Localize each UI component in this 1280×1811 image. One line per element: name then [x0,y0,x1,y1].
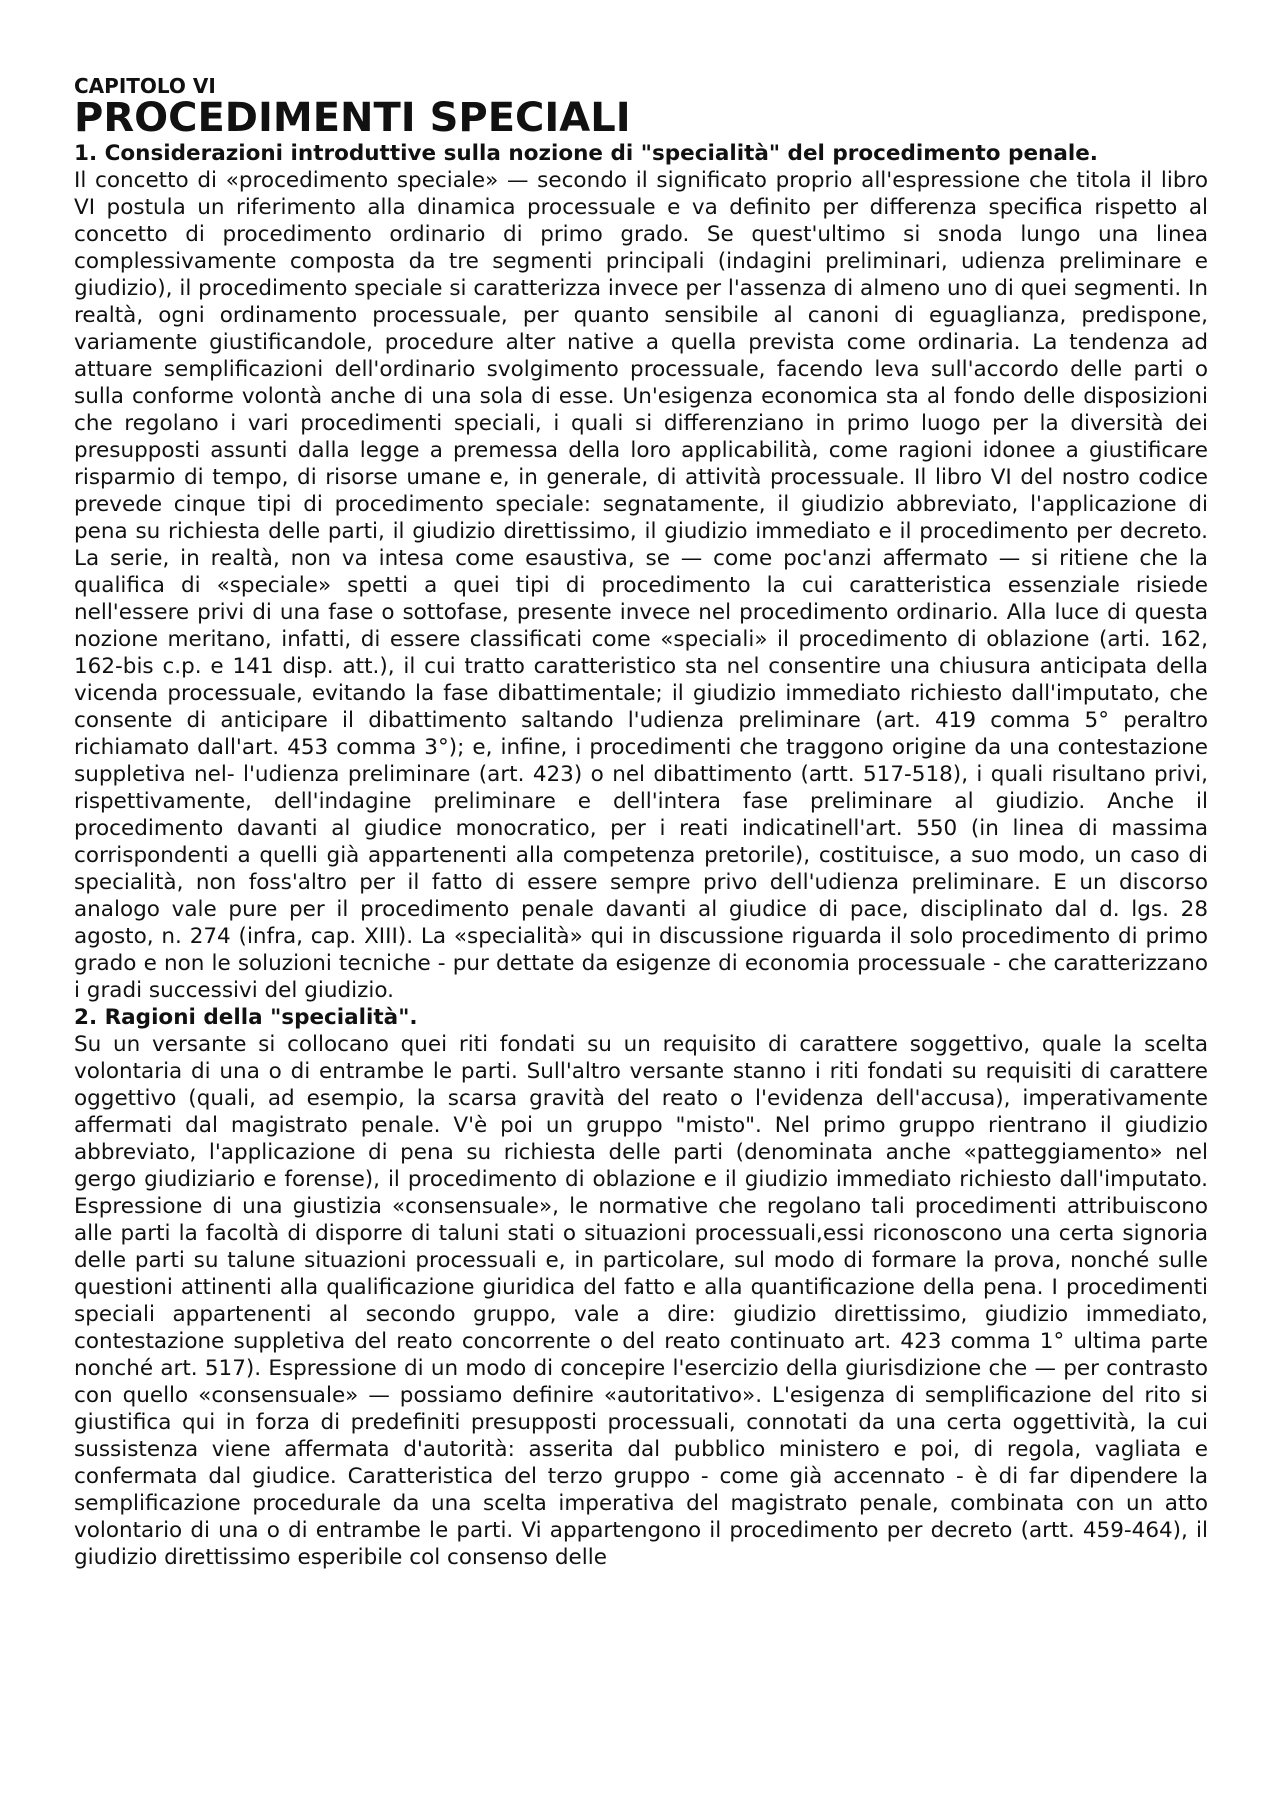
section-heading-1: 1. Considerazioni introduttive sulla nozione di "specialità" del procedimento penale. [74,141,1098,166]
chapter-title: PROCEDIMENTI SPECIALI [74,95,631,141]
section-body-2: Su un versante si collocano quei riti fondati su un requisito di carattere soggettivo, quale la scelta volontaria di una o di entrambe le parti. Sull'altro versante stanno i riti fondati su requisiti di carattere oggettivo (quali, ad esempio, la scarsa gravità del reato o l'evidenza dell'accusa), imperativamente affermati dal magistrato penale. V'è poi un gruppo "misto". Nel primo gruppo rientrano il giudizio abbreviato, l'applicazione di pena su richiesta delle parti (denominata anche «patteggiamento» nel gergo giudiziario e forense), il procedimento di oblazione e il giudizio immediato richiesto dall'imputato. Espressione di una giustizia «consensuale», le normative che regolano tali procedimenti attribuiscono alle parti la facoltà di disporre di taluni stati o situazioni processuali,essi riconoscono una certa signoria delle parti su talune situazioni processuali e, in particolare, sul modo di formare la prova, nonché sulle questioni attinenti alla qualificazione giuridica del fatto e alla quantificazione della pena. I procedimenti speciali appartenenti al secondo gruppo, vale a dire: giudizio direttissimo, giudizio immediato, contestazione suppletiva del reato concorrente o del reato continuato art. 423 comma 1° ultima parte nonché art. 517). Espressione di un modo di concepire l'esercizio della giurisdizione che — per contrasto con quello «consensuale» — possiamo definire «autoritativo». L'esigenza di semplificazione del rito si giustifica qui in forza di predefiniti presupposti processuali, connotati da una certa oggettività, la cui sussistenza viene affermata d'autorità: asserita dal pubblico ministero e poi, di regola, vagliata e confermata dal giudice. Caratteristica del terzo gruppo - come già accennato - è di far dipendere la semplificazione procedurale da una scelta imperativa del magistrato penale, combinata con un atto volontario di una o di entrambe le parti. Vi appartengono il procedimento per decreto (artt. 459-464), il giudizio direttissimo esperibile col consenso delle [74,1032,1208,1570]
chapter-label: CAPITOLO VI [74,74,216,98]
section-body-1: Il concetto di «procedimento speciale» — secondo il significato proprio all'espressione che titola il libro VI postula un riferimento alla dinamica processuale e va definito per differenza specifica rispetto al concetto di procedimento ordinario di primo grado. Se quest'ultimo si snoda lungo una linea complessivamente composta da tre segmenti principali (indagini preliminari, udienza preliminare e giudizio), il procedimento speciale si caratterizza invece per l'assenza di almeno uno di quei segmenti. In realtà, ogni ordinamento processuale, per quanto sensibile al canoni di eguaglianza, predispone, variamente giustificandole, procedure alter native a quella prevista come ordinaria. La tendenza ad attuare semplificazioni dell'ordinario svolgimento processuale, facendo leva sull'accordo delle parti o sulla conforme volontà anche di una sola di esse. Un'esigenza economica sta al fondo delle disposizioni che regolano i vari procedimenti speciali, i quali si differenziano in primo luogo per la diversità dei presupposti assunti dalla legge a premessa della loro applicabilità, come ragioni idonee a giustificare risparmio di tempo, di risorse umane e, in generale, di attività processuale. Il libro VI del nostro codice prevede cinque tipi di procedimento speciale: segnatamente, il giudizio abbreviato, l'applicazione di pena su richiesta delle parti, il giudizio direttissimo, il giudizio immediato e il procedimento per decreto. La serie, in realtà, non va intesa come esaustiva, se — come poc'anzi affermato — si ritiene che la qualifica di «speciale» spetti a quei tipi di procedimento la cui caratteristica essenziale risiede nell'essere privi di una fase o sottofase, presente invece nel procedimento ordinario. Alla luce di questa nozione meritano, infatti, di essere classificati come «speciali» il procedimento di oblazione (arti. 162, 162-bis c.p. e 141 disp. att.), il cui tratto caratteristico sta nel consentire una chiusura anticipata della vicenda processuale, evitando la fase dibattimentale; il giudizio immediato richiesto dall'imputato, che consente di anticipare il dibattimento saltando l'udienza preliminare (art. 419 comma 5° peraltro richiamato dall'art. 453 comma 3°); e, infine, i procedimenti che traggono origine da una contestazione suppletiva nel- l'udienza preliminare (art. 423) o nel dibattimento (artt. 517-518), i quali risultano privi, rispettivamente, dell'indagine preliminare e dell'intera fase preliminare al giudizio. Anche il procedimento davanti al giudice monocratico, per i reati indicatinell'art. 550 (in linea di massima corrispondenti a quelli già appartenenti alla competenza pretorile), costituisce, a suo modo, un caso di specialità, non foss'altro per il fatto di essere sempre privo dell'udienza preliminare. E un discorso analogo vale pure per il procedimento penale davanti al giudice di pace, disciplinato dal d. lgs. 28 agosto, n. 274 (infra, cap. XIII). La «specialità» qui in discussione riguarda il solo procedimento di primo grado e non le soluzioni tecniche - pur dettate da esigenze di economia processuale - che caratterizzano i gradi successivi del giudizio. [74,168,1208,1003]
document-page [74,74,1208,1571]
section-heading-2: 2. Ragioni della "specialità". [74,1005,418,1030]
